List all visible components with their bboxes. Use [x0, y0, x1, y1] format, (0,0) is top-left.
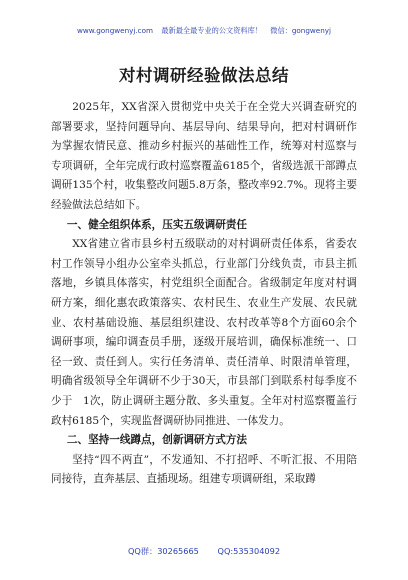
website-link[interactable]: www.gongwenyj.com: [76, 26, 154, 35]
section-1-heading: 一、健全组织体系，压实五级调研责任: [66, 218, 247, 231]
document-body: [51, 98, 357, 490]
qq-contact: QQ:535304092: [217, 546, 281, 556]
section-2-heading: 二、坚持一线蹲点，创新调研方式方法: [66, 434, 247, 447]
site-slogan: 最新最全最专业的公文资料库！: [161, 26, 262, 35]
qq-group: QQ群：30265665: [127, 546, 199, 556]
document-title: 对村调研经验做法总结: [119, 66, 289, 85]
site-footer: [0, 546, 408, 557]
section-1-paragraph: XX省建立省市县乡村五级联动的对村调研责任体系，省委农村工作领导小组办公室牵头抓总，行业部门分线负责，市县主抓落地，乡镇具体落实，村党组织全面配合。省级制定年度对村调研方案，细化惠农政策落实、农村民生、农业生产发展、农民就业、农村基础设施、基层组织建设、农村改革等8个方面60余个调研事项，编印调查员手册，逐级开展培训，确保标准统一、口径一致、责任到人。实行任务清单、责任清单、时限清单管理，明确省级领导全年调研不少于30天，市县部门到联系村每季度不少于 1次，防止调研主题分散、多头重复。全年对村巡察覆盖行政村6185个，实现监督调研协同推进、一体发力。: [51, 238, 357, 427]
intro-paragraph: 2025年，XX省深入贯彻党中央关于在全党大兴调查研究的部署要求，坚持问题导向、基层导向、结果导向，把对村调研作为掌握农情民意、推动乡村振兴的基础性工作，统筹对村巡察与专项调研，全年完成行政村巡察覆盖6185个，省级选派干部蹲点调研135个村，收集整改问题5.8万条，整改率92.7%。现将主要经验做法总结如下。: [51, 101, 357, 211]
wechat-id: 微信：gongwenyj: [270, 26, 332, 35]
site-header: [0, 26, 408, 36]
section-2-paragraph: 坚持“四不两直”，不发通知、不打招呼、不听汇报、不用陪同接待，直奔基层、直插现场。组建专项调研组，采取蹲: [51, 453, 357, 486]
